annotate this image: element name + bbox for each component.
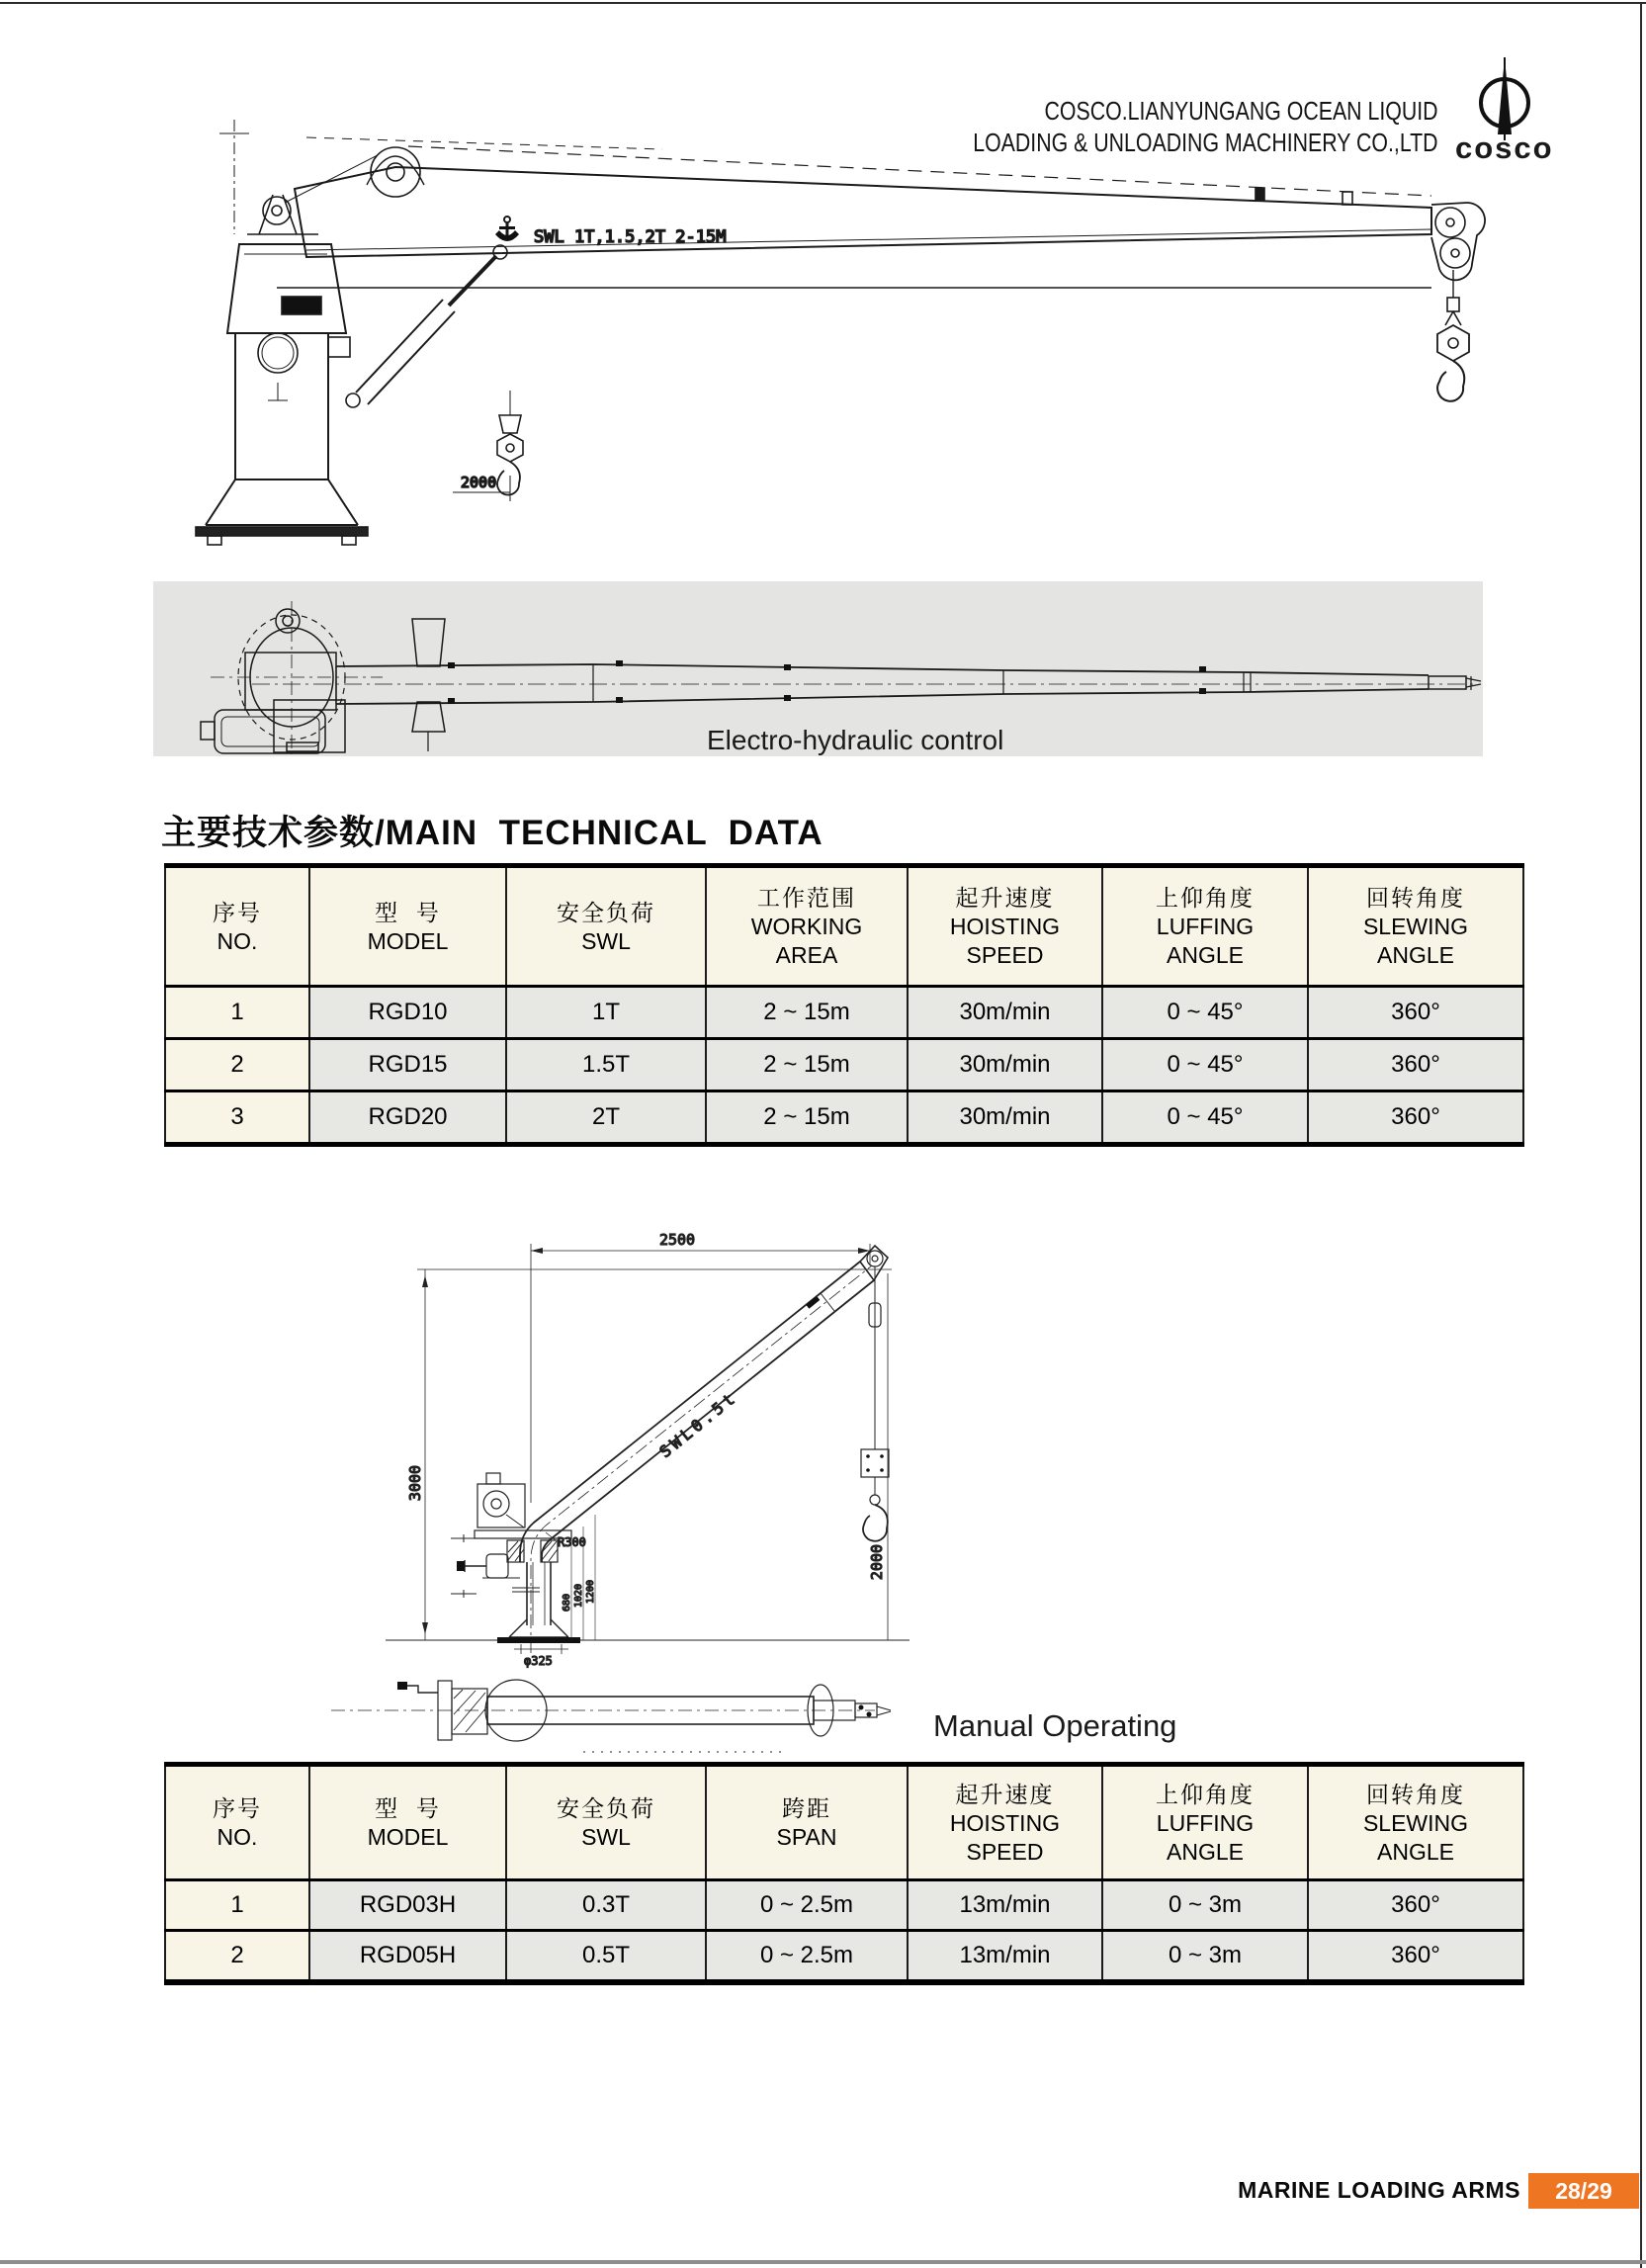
col-hoisting-speed: 起升速度 HOISTING SPEED: [908, 1765, 1102, 1880]
col-swl: 安全负荷 SWL: [506, 1765, 706, 1880]
section-title: 主要技术参数/MAIN TECHNICAL DATA: [161, 814, 823, 852]
mid-hook-dim-label: 2000: [461, 474, 497, 491]
manual-boom-swl-label: SWL0.5t: [655, 1387, 741, 1462]
col-model: 型 号 MODEL: [309, 1765, 506, 1880]
dim-1200: 1200: [585, 1579, 596, 1604]
dim-r300: R300: [558, 1535, 586, 1549]
col-span: 跨距 SPAN: [706, 1765, 908, 1880]
manual-operating-caption: Manual Operating: [933, 1708, 1177, 1743]
dim-680: 680: [562, 1593, 572, 1612]
table-row: 2 RGD05H 0.5T 0 ~ 2.5m 13m/min 0 ~ 3m 360°: [165, 1931, 1523, 1983]
company-line2: LOADING & UNLOADING MACHINERY CO.,LTD: [973, 128, 1438, 157]
company-line1: COSCO.LIANYUNGANG OCEAN LIQUID: [1044, 96, 1438, 126]
main-technical-data-table: [164, 863, 1524, 1147]
table-row: 1 RGD10 1T 2 ~ 15m 30m/min 0 ~ 45° 360°: [165, 987, 1523, 1039]
table-header-row: [165, 1765, 1523, 1880]
col-swl: 安全负荷 SWL: [506, 866, 706, 987]
anchor-icon: [495, 217, 519, 241]
dim-1020: 1020: [573, 1583, 584, 1608]
page-number-badge: 28/29: [1528, 2173, 1639, 2209]
manual-technical-data-table: [164, 1762, 1524, 1985]
col-slewing-angle: 回转角度 SLEWING ANGLE: [1308, 866, 1523, 987]
page-border-top: [0, 2, 1646, 4]
col-luffing-angle: 上仰角度 LUFFING ANGLE: [1102, 1765, 1308, 1880]
dim-2500: 2500: [658, 1231, 696, 1249]
table-row: 3 RGD20 2T 2 ~ 15m 30m/min 0 ~ 45° 360°: [165, 1091, 1523, 1145]
col-no: 序号 NO.: [165, 866, 309, 987]
boom-swl-label: SWL 1T,1.5,2T 2-15M: [534, 227, 727, 247]
col-hoisting-speed: 起升速度 HOISTING SPEED: [908, 866, 1102, 987]
dim-3000: 3000: [406, 1464, 424, 1502]
manual-crane-drawing: [227, 1147, 1226, 1760]
table-row: 2 RGD15 1.5T 2 ~ 15m 30m/min 0 ~ 45° 360°: [165, 1039, 1523, 1091]
table-row: 1 RGD03H 0.3T 0 ~ 2.5m 13m/min 0 ~ 3m 360°: [165, 1880, 1523, 1931]
dim-2000: 2000: [868, 1543, 886, 1581]
page-border-right: [1640, 2, 1642, 2268]
dim-phi325: φ325: [524, 1654, 553, 1668]
electro-hydraulic-band: [153, 581, 1483, 756]
col-working-area: 工作范围 WORKING AREA: [706, 866, 908, 987]
col-slewing-angle: 回转角度 SLEWING ANGLE: [1308, 1765, 1523, 1880]
col-no: 序号 NO.: [165, 1765, 309, 1880]
cosco-logo-text: cosco: [1455, 131, 1554, 164]
col-model: 型 号 MODEL: [309, 866, 506, 987]
table-header-row: [165, 866, 1523, 987]
crane-elevation-drawing: [148, 94, 1493, 549]
electro-hydraulic-caption: Electro-hydraulic control: [707, 725, 1004, 755]
footer-title: MARINE LOADING ARMS: [1238, 2177, 1520, 2203]
page-border-bottom: [0, 2260, 1646, 2264]
col-luffing-angle: 上仰角度 LUFFING ANGLE: [1102, 866, 1308, 987]
